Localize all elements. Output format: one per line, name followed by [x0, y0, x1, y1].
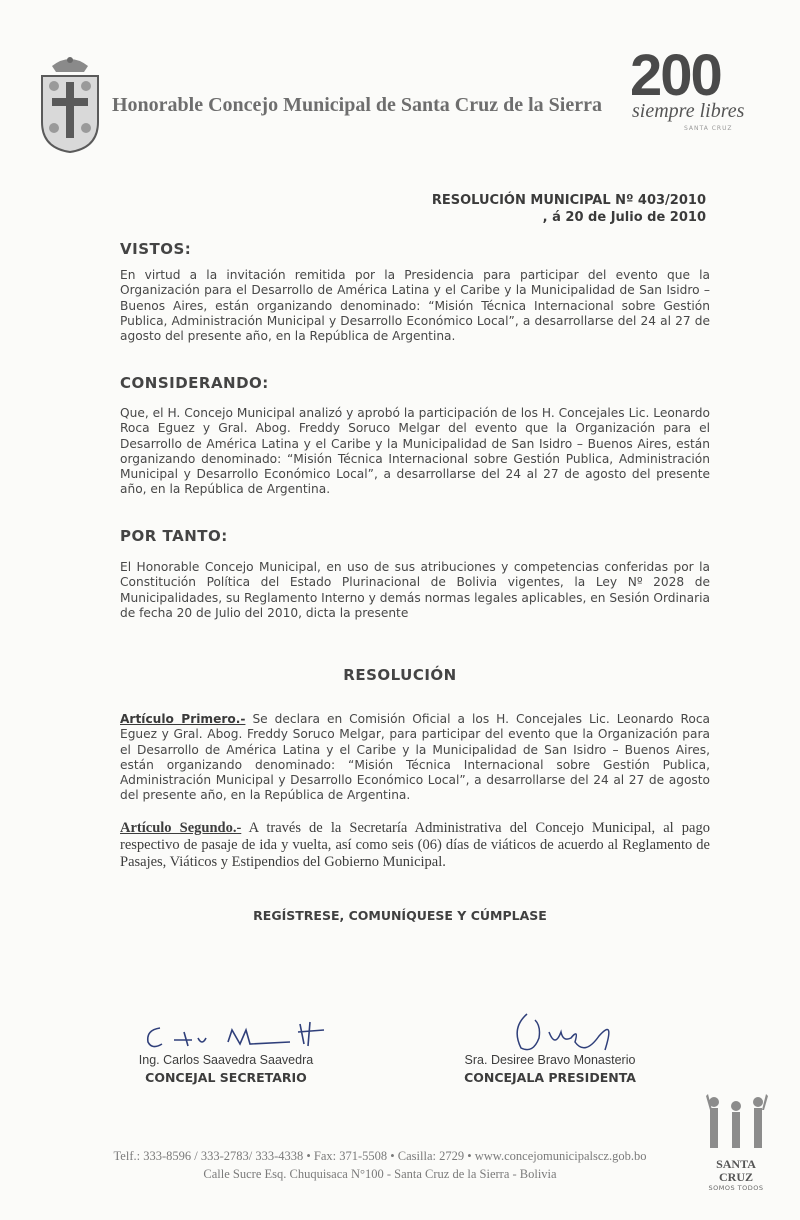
closing-statement: REGÍSTRESE, COMUNÍQUESE Y CÚMPLASE — [253, 908, 547, 923]
article-one-label: Artículo Primero.- — [120, 712, 246, 726]
right-signature-block — [430, 1052, 670, 1086]
right-signature-icon — [505, 1008, 625, 1058]
logo-sub: SOMOS TODOS — [708, 1184, 764, 1192]
left-signature-block — [106, 1052, 346, 1086]
bicentennial-tagline: siempre libres — [632, 100, 745, 122]
right-signer-role: CONCEJALA PRESIDENTA — [464, 1070, 636, 1085]
portanto-heading: POR TANTO: — [120, 527, 228, 545]
santa-cruz-logo — [700, 1092, 772, 1192]
article-one-text: Se declara en Comisión Oficial a los H. Concejales Lic. Leonardo Roca Eguez y Gral. Abog. Freddy Soruco Melgar, para participar del evento que la Organización para el Desarrollo de América Latina y el Caribe y la Municipalidad de San Isidro – Buenos Aires, están organizando denominado: “Misión Técnica Internacional sobre Gestión Publica, Administración Municipal y Desarrollo Económico Local”, a desarrollarse del 24 al 27 de agosto del presente año, en la República de Argentina. — [120, 712, 710, 803]
footer-contact: Telf.: 333-8596 / 333-2783/ 333-4338 • Fax: 371-5508 • Casilla: 2729 • www.concejomunicipalscz.gob.bo — [113, 1149, 647, 1163]
logo-text: SANTA CRUZ — [716, 1157, 756, 1184]
considerando-text: Que, el H. Concejo Municipal analizó y aprobó la participación de los H. Concejales Lic. Leonardo Roca Eguez y Gral. Abog. Freddy Soruco Melgar del evento que la Organización para el Desarrollo de América Latina y el Caribe y la Municipalidad de San Isidro – Buenos Aires, están organizando denominado: “Misión Técnica Internacional sobre Gestión Publica, Administración Municipal y Desarrollo Económico Local”, a desarrollarse del 24 al 27 de agosto del presente año, en la República de Argentina. — [120, 406, 710, 497]
people-icon — [700, 1092, 772, 1154]
considerando-heading: CONSIDERANDO: — [120, 374, 269, 392]
vistos-heading: VISTOS: — [120, 240, 192, 258]
bicentennial-sub: SANTA CRUZ — [684, 125, 733, 132]
article-two-label: Artículo Segundo.- — [120, 820, 242, 836]
left-signer-name: Ing. Carlos Saavedra Saavedra — [138, 1053, 314, 1067]
coat-of-arms-icon — [38, 52, 102, 154]
council-name: Honorable Concejo Municipal de Santa Cruz de la Sierra — [112, 94, 602, 116]
article-two-text: A través de la Secretaría Administrativa del Concejo Municipal, al pago respectivo de pasaje de ida y vuelta, así como seis (06) días de viáticos de acuerdo al Reglamento de Pasajes, Viáticos y Estipendios del Gobierno Municipal. — [120, 820, 710, 870]
footer-address: Calle Sucre Esq. Chuquisaca N°100 - Santa Cruz de la Sierra - Bolivia — [203, 1167, 557, 1181]
resolution-date: , á 20 de Julio de 2010 — [542, 210, 706, 225]
portanto-text: El Honorable Concejo Municipal, en uso de sus atribuciones y competencias conferidas por la Constitución Política del Estado Plurinacional de Bolivia vigentes, la Ley Nº 2028 de Municipalidades, su Reglamento Interno y demás normas legales aplicables, en Sesión Ordinaria de fecha 20 de Julio del 2010, dicta la presente — [120, 560, 710, 620]
bicentennial-number: 200 — [630, 43, 721, 108]
left-signer-role: CONCEJAL SECRETARIO — [145, 1070, 307, 1085]
bicentennial-logo — [622, 42, 772, 142]
left-signature-icon — [140, 1016, 330, 1056]
right-signer-name: Sra. Desiree Bravo Monasterio — [464, 1053, 636, 1067]
vistos-text: En virtud a la invitación remitida por la Presidencia para participar del evento que la Organización para el Desarrollo de América Latina y el Caribe y la Municipalidad de San Isidro – Buenos Aires, están organizando denominado: “Misión Técnica Internacional sobre Gestión Publica, Administración Municipal y Desarrollo Económico Local”, a desarrollarse del 24 al 27 de agosto del presente año, en la República de Argentina. — [120, 268, 710, 344]
resolution-header — [432, 192, 706, 226]
resolution-title: RESOLUCIÓN — [343, 666, 457, 684]
article-one — [120, 712, 710, 804]
article-two — [120, 820, 710, 871]
resolution-number: RESOLUCIÓN MUNICIPAL Nº 403/2010 — [431, 193, 706, 208]
